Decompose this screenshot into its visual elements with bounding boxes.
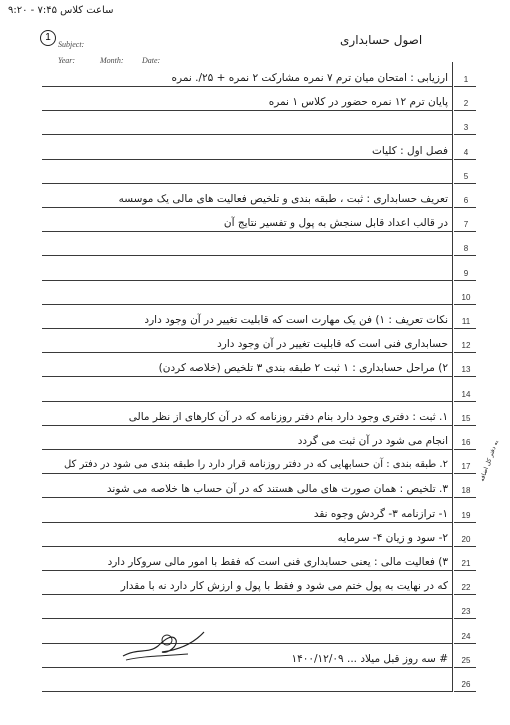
ruled-line [42,328,452,329]
handwritten-line: ۲- سود و زیان ۴- سرمایه [337,531,448,544]
line-number: 2 [463,99,469,109]
ruled-line [42,280,452,281]
line-number-divider [454,376,476,377]
line-number: 1 [463,75,469,84]
ruled-line [42,304,452,305]
ruled-line [42,376,452,377]
line-number: 15 [461,413,471,423]
line-number: 13 [461,365,471,375]
line-number-divider [454,255,476,256]
line-number-divider [454,304,476,305]
ruled-line [42,449,452,450]
ruled-line [42,159,452,160]
line-number: 21 [461,559,471,568]
margin-note: به دفتر کل اضافه [478,439,500,483]
ruled-line [42,546,452,547]
date-label: Date: [142,56,161,65]
handwritten-line: نکات تعریف : ۱) فن یک مهارت است که قابلیت تغییر در آن وجود دارد [144,314,448,326]
line-number: 10 [461,292,471,302]
handwritten-line: ۲) مراحل حسابداری : ۱ ثبت ۲ طبقه بندی ۳ تلخیص (خلاصه کردن) [158,362,448,375]
line-number-divider [454,570,476,571]
ruled-line [42,352,452,353]
line-number: 3 [463,123,469,133]
line-number: 20 [461,534,471,544]
line-number-divider [454,110,476,111]
ruled-line [42,643,452,644]
ruled-line [42,425,452,426]
line-number: 4 [463,147,469,157]
year-label: Year: [58,56,76,65]
ruled-line [42,497,452,498]
handwritten-line: پایان ترم ۱۲ نمره حضور در کلاس ۱ نمره [268,96,448,109]
line-number: 23 [461,607,471,617]
line-number: 22 [461,583,471,593]
handwritten-line: ۳) فعالیت مالی : یعنی حسابداری فنی است که فقط با امور مالی سروکار دارد [107,556,448,568]
handwritten-line: ۱- ترازنامه ۳- گردش وجوه نقد [313,507,448,520]
handwritten-line: ۳. تلخیص : همان صورت های مالی هستند که در آن حساب ها خلاصه می شوند [106,483,448,496]
handwritten-line: ۲. طبقه بندی : آن حسابهایی که در دفتر روزنامه قرار دارد را طبقه بندی می شود در دفتر کل [63,459,448,471]
line-number-divider [454,425,476,426]
line-number: 12 [461,341,471,351]
line-number-divider [454,691,476,692]
ruled-line [42,110,452,111]
line-number: 24 [461,631,471,641]
ruled-line [42,473,452,474]
month-label: Month: [100,56,124,65]
line-number: 14 [461,389,471,399]
line-number-divider [454,667,476,668]
line-number: 6 [463,196,469,205]
ruled-line [42,667,452,668]
line-number: 19 [461,510,471,520]
line-number-divider [454,401,476,402]
line-number: 17 [461,462,471,472]
line-number-divider [454,449,476,450]
line-number-divider [454,231,476,232]
line-number-divider [454,618,476,619]
line-number: 25 [461,655,471,665]
course-title: اصول حسابداری [340,33,423,47]
line-number: 11 [461,317,471,326]
ruled-line [42,183,452,184]
line-number-divider [454,352,476,353]
line-number: 9 [463,268,469,278]
line-number-divider [454,328,476,329]
line-number: 26 [461,680,471,689]
handwritten-line: # سه روز قبل میلاد ... ۱۴۰۰/۱۲/۰۹ [291,652,448,665]
line-number-divider [454,594,476,595]
handwritten-line: انجام می شود در آن ثبت می گردد [297,435,448,447]
line-number: 7 [463,220,469,230]
ruled-line [42,86,452,87]
line-number-divider [454,183,476,184]
line-number: 5 [463,171,469,181]
handwritten-line: ارزیابی : امتحان میان ترم ۷ نمره مشارکت ۲ نمره + ۲۵/. نمره [171,72,448,84]
subject-label: Subject: [58,40,85,49]
line-number-divider [454,86,476,87]
ruled-line [42,594,452,595]
handwritten-line: حسابداری فنی است که قابلیت تغییر در آن وجود دارد [217,338,448,351]
ruled-line [42,231,452,232]
ruled-line [42,207,452,208]
margin-line [452,62,453,692]
handwritten-line: ۱. ثبت : دفتری وجود دارد بنام دفتر روزنامه که در آن کارهای از نظر مالی [128,410,448,423]
line-number-divider [454,473,476,474]
line-number-divider [454,522,476,523]
ruled-line [42,134,452,135]
line-number-divider [454,546,476,547]
line-number-divider [454,134,476,135]
line-number: 8 [463,244,469,254]
line-number-divider [454,207,476,208]
ruled-line [42,618,452,619]
ruled-line [42,522,452,523]
ruled-line [42,691,452,692]
handwritten-line: در قالب اعداد قابل سنجش به پول و تفسیر نتایج آن [223,217,448,230]
line-number-divider [454,643,476,644]
line-number-divider [454,280,476,281]
ruled-line [42,401,452,402]
line-number-divider [454,497,476,498]
line-number: 18 [461,486,471,496]
ruled-line [42,570,452,571]
handwritten-line: که در نهایت به پول ختم می شود و فقط با پول و ارزش کار دارد نه با مقدار [120,580,448,593]
class-time-note: ساعت کلاس ۷:۴۵ - ۹:۲۰ [8,5,114,16]
ruled-line [42,255,452,256]
line-number-divider [454,159,476,160]
line-number: 16 [461,438,471,447]
handwritten-line: تعریف حسابداری : ثبت ، طبقه بندی و تلخیص فعالیت های مالی یک موسسه [118,193,448,205]
signature-graphic [118,626,208,666]
circled-page-mark: 1 [40,30,56,46]
handwritten-line: فصل اول : کلیات [372,144,448,157]
